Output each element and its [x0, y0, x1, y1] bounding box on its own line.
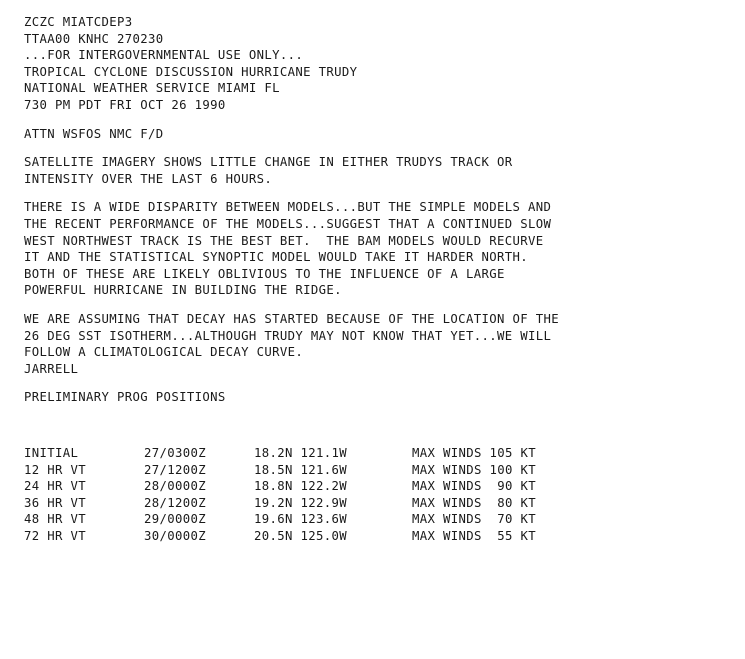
- forecast-position: 19.2N 122.9W: [254, 495, 348, 510]
- forecast-winds: MAX WINDS 90 KT: [412, 479, 537, 494]
- paragraph-line: INTENSITY OVER THE LAST 6 HOURS.: [24, 171, 273, 186]
- forecast-winds: MAX WINDS 100 KT: [412, 462, 537, 477]
- forecast-position: 19.6N 123.6W: [254, 512, 348, 527]
- forecast-time: 27/0300Z: [144, 446, 207, 460]
- forecast-position: 18.5N 121.6W: [254, 462, 348, 477]
- header-line: NATIONAL WEATHER SERVICE MIAMI FL: [24, 81, 280, 96]
- forecast-winds: MAX WINDS 105 KT: [412, 446, 537, 460]
- header-block: [24, 14, 724, 114]
- forecast-winds: MAX WINDS 55 KT: [412, 528, 537, 543]
- forecast-position: 20.5N 125.0W: [254, 528, 348, 543]
- paragraph-line: 26 DEG SST ISOTHERM...ALTHOUGH TRUDY MAY NOT KNOW THAT YET...WE WILL: [24, 328, 552, 343]
- forecast-time: 29/0000Z: [144, 512, 207, 527]
- forecast-position: 18.8N 122.2W: [254, 479, 348, 494]
- header-line: ...FOR INTERGOVERNMENTAL USE ONLY...: [24, 48, 304, 63]
- paragraph-line: THERE IS A WIDE DISPARITY BETWEEN MODELS...BUT THE SIMPLE MODELS AND: [24, 200, 552, 215]
- table-row: [24, 462, 592, 479]
- paragraph: [24, 154, 724, 187]
- header-line: TROPICAL CYCLONE DISCUSSION HURRICANE TRUDY: [24, 64, 358, 79]
- paragraph: [24, 311, 724, 377]
- paragraph-line: BOTH OF THESE ARE LIKELY OBLIVIOUS TO THE INFLUENCE OF A LARGE: [24, 266, 505, 281]
- forecast-winds: MAX WINDS 70 KT: [412, 512, 537, 527]
- prog-title: PRELIMINARY PROG POSITIONS: [24, 390, 226, 405]
- paragraph-line: WEST NORTHWEST TRACK IS THE BEST BET. THE BAM MODELS WOULD RECURVE: [24, 233, 544, 248]
- table-row: [24, 528, 592, 545]
- table-row: [24, 495, 592, 512]
- paragraph-line: WE ARE ASSUMING THAT DECAY HAS STARTED BECAUSE OF THE LOCATION OF THE: [24, 311, 559, 326]
- table-row: [24, 445, 592, 462]
- forecast-label: 48 HR VT: [24, 512, 87, 527]
- paragraph-line: THE RECENT PERFORMANCE OF THE MODELS...SUGGEST THAT A CONTINUED SLOW: [24, 216, 552, 231]
- forecast-time: 27/1200Z: [144, 462, 207, 477]
- forecast-label: 12 HR VT: [24, 462, 87, 477]
- prog-positions-table: [24, 445, 592, 545]
- attn-line: ATTN WSFOS NMC F/D: [24, 126, 164, 141]
- forecast-time: 30/0000Z: [144, 528, 207, 543]
- signature-line: JARRELL: [24, 361, 79, 376]
- table-row: [24, 511, 592, 528]
- header-line: ZCZC MIATCDEP3: [24, 15, 133, 29]
- forecast-label: 24 HR VT: [24, 479, 87, 494]
- forecast-time: 28/0000Z: [144, 479, 207, 494]
- paragraph: [24, 199, 724, 299]
- forecast-label: 36 HR VT: [24, 495, 87, 510]
- paragraph-line: SATELLITE IMAGERY SHOWS LITTLE CHANGE IN EITHER TRUDYS TRACK OR: [24, 155, 513, 170]
- paragraph-line: IT AND THE STATISTICAL SYNOPTIC MODEL WOULD TAKE IT HARDER NORTH.: [24, 250, 528, 265]
- forecast-label: INITIAL: [24, 446, 79, 460]
- table-row: [24, 478, 592, 495]
- forecast-winds: MAX WINDS 80 KT: [412, 495, 537, 510]
- header-line: TTAA00 KNHC 270230: [24, 31, 164, 46]
- paragraph-line: FOLLOW A CLIMATOLOGICAL DECAY CURVE.: [24, 345, 304, 360]
- forecast-label: 72 HR VT: [24, 528, 87, 543]
- forecast-position: 18.2N 121.1W: [254, 446, 348, 460]
- discussion-document: [24, 14, 724, 406]
- paragraph-line: POWERFUL HURRICANE IN BUILDING THE RIDGE.: [24, 283, 342, 298]
- header-line: 730 PM PDT FRI OCT 26 1990: [24, 97, 226, 112]
- forecast-time: 28/1200Z: [144, 495, 207, 510]
